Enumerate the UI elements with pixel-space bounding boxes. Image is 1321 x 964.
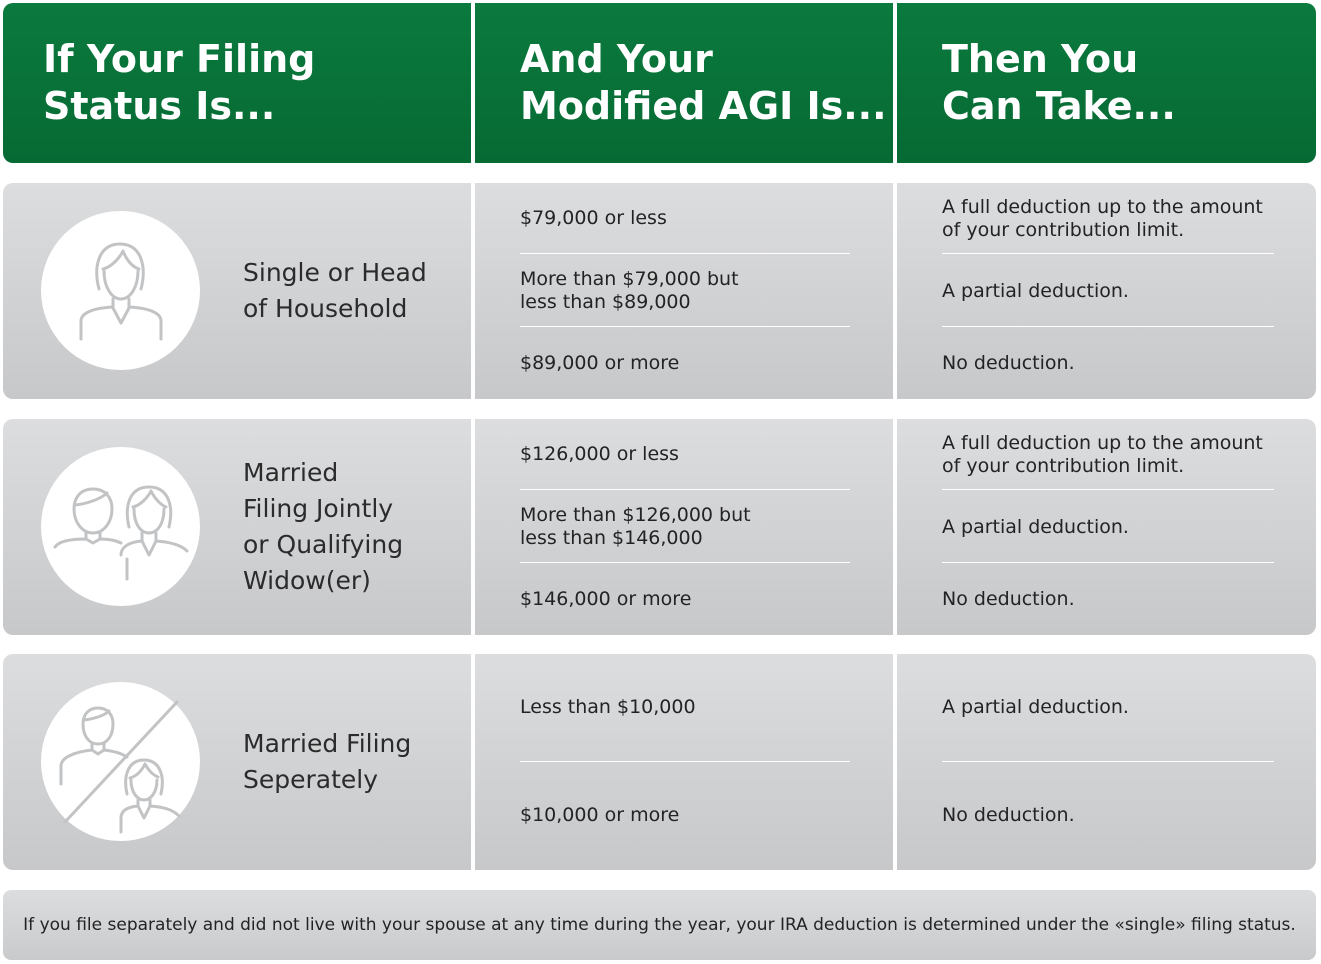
header-modified-agi	[475, 3, 893, 163]
deduction-line: A partial deduction.	[942, 516, 1129, 538]
status-line: Married	[243, 458, 339, 487]
filing-status-label	[243, 419, 463, 635]
agi-cell	[475, 654, 893, 870]
single-person-icon	[41, 211, 200, 370]
status-line: Seperately	[243, 765, 379, 794]
status-line: Married Filing	[243, 729, 412, 758]
agi-text: More than $79,000 but	[520, 268, 739, 290]
divider	[942, 326, 1274, 327]
agi-range	[520, 443, 679, 466]
header-line: Can Take...	[942, 84, 1176, 128]
divider	[942, 562, 1274, 563]
deduction-line: No deduction.	[942, 352, 1075, 374]
status-line: of Household	[243, 294, 408, 323]
header-line: Modified AGI Is...	[520, 84, 887, 128]
agi-text: $10,000 or more	[520, 804, 680, 826]
deduction-line: A partial deduction.	[942, 280, 1129, 302]
deduction-line: of your contribution limit.	[942, 219, 1185, 241]
agi-text: $146,000 or more	[520, 588, 692, 610]
deduction-text	[942, 516, 1129, 539]
footnote: If you file separately and did not live with your spouse at any time during the year, your IRA deduction is determined under the «single» filing status.	[3, 890, 1316, 960]
divider	[942, 761, 1274, 762]
divider	[520, 253, 850, 254]
filing-status-cell	[3, 183, 471, 399]
deduction-line: A full deduction up to the amount	[942, 196, 1263, 218]
divider	[520, 761, 850, 762]
agi-range	[520, 207, 667, 230]
agi-text: $126,000 or less	[520, 443, 679, 465]
deduction-line: No deduction.	[942, 588, 1075, 610]
agi-range	[520, 352, 679, 375]
agi-cell	[475, 183, 893, 399]
filing-status-cell	[3, 654, 471, 870]
deduction-text	[942, 280, 1129, 303]
filing-status-cell	[3, 419, 471, 635]
status-line: Widow(er)	[243, 566, 371, 595]
divider	[520, 326, 850, 327]
agi-range	[520, 268, 739, 314]
deduction-text	[942, 352, 1075, 375]
agi-text: less than $146,000	[520, 527, 703, 549]
header-line: Status Is...	[43, 84, 276, 128]
table-row-married-separately	[0, 654, 1321, 870]
deduction-line: No deduction.	[942, 804, 1075, 826]
divider	[520, 489, 850, 490]
deduction-text	[942, 588, 1075, 611]
divider	[520, 562, 850, 563]
couple-icon	[41, 447, 200, 606]
agi-range	[520, 804, 679, 827]
status-line: Single or Head	[243, 258, 427, 287]
status-line: Filing Jointly	[243, 494, 394, 523]
agi-text: Less than $10,000	[520, 696, 696, 718]
agi-text: less than $89,000	[520, 291, 691, 313]
deduction-line: A partial deduction.	[942, 696, 1129, 718]
table-row-single	[0, 183, 1321, 399]
deduction-text	[942, 196, 1263, 242]
deduction-cell	[897, 654, 1316, 870]
agi-range	[520, 696, 696, 719]
agi-text: $89,000 or more	[520, 352, 680, 374]
filing-status-label	[243, 183, 463, 399]
filing-status-label	[243, 654, 463, 870]
deduction-line: A full deduction up to the amount	[942, 432, 1263, 454]
divider	[942, 253, 1274, 254]
agi-cell	[475, 419, 893, 635]
agi-text: More than $126,000 but	[520, 504, 751, 526]
deduction-cell	[897, 419, 1316, 635]
deduction-text	[942, 432, 1263, 478]
agi-range	[520, 588, 691, 611]
deduction-text	[942, 696, 1129, 719]
agi-text: $79,000 or less	[520, 207, 667, 229]
separated-couple-icon	[41, 682, 200, 841]
agi-range	[520, 504, 751, 550]
header-line: Then You	[942, 37, 1139, 81]
header-line: If Your Filing	[43, 37, 316, 81]
header-filing-status	[3, 3, 471, 163]
status-line: or Qualifying	[243, 530, 404, 559]
deduction-text	[942, 804, 1075, 827]
header-line: And Your	[520, 37, 713, 81]
divider	[942, 489, 1274, 490]
deduction-line: of your contribution limit.	[942, 455, 1185, 477]
deduction-cell	[897, 183, 1316, 399]
table-row-married-jointly	[0, 419, 1321, 635]
header-deduction	[897, 3, 1316, 163]
